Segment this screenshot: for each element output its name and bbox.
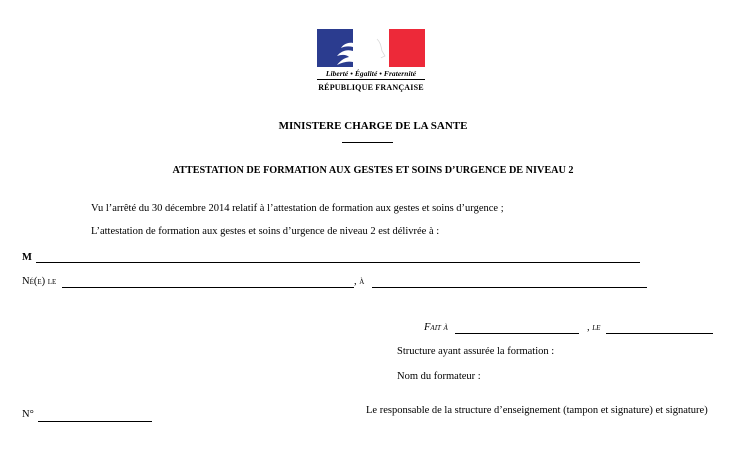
delivery-text: L’attestation de formation aux gestes et soins d’urgence de niveau 2 est délivrée à :	[91, 226, 440, 237]
republic-name: RÉPUBLIQUE FRANÇAISE	[318, 83, 424, 92]
name-field-line[interactable]	[36, 262, 640, 263]
done-on-label: , le	[587, 322, 601, 333]
ministry-name: MINISTERE CHARGE DE LA SANTE	[278, 120, 468, 132]
m-label: M	[22, 252, 32, 263]
marianne-flag-icon	[317, 29, 425, 67]
ministry-divider	[342, 142, 393, 143]
born-label: Né(e) le	[22, 276, 57, 287]
done-at-label: Fait à	[424, 322, 448, 333]
number-field-line[interactable]	[38, 421, 152, 422]
trainer-label: Nom du formateur :	[397, 371, 481, 382]
republique-francaise-logo	[316, 29, 426, 95]
done-on-field-line[interactable]	[606, 333, 713, 334]
birthplace-field-line[interactable]	[372, 287, 647, 288]
done-at-field-line[interactable]	[455, 333, 579, 334]
motto: Liberté • Égalité • Fraternité	[325, 69, 417, 78]
responsible-signature-label: Le responsable de la structure d’enseignement (tampon et signature) et signature)	[366, 405, 708, 416]
document-title: ATTESTATION DE FORMATION AUX GESTES ET SOINS D’URGENCE DE NIVEAU 2	[172, 165, 574, 176]
flag-red-band	[389, 29, 425, 67]
logo-divider	[317, 79, 425, 80]
birthdate-field-line[interactable]	[62, 287, 354, 288]
decree-text: Vu l’arrêté du 30 décembre 2014 relatif à l’attestation de formation aux gestes et soins d’urgence ;	[91, 203, 504, 214]
structure-label: Structure ayant assurée la formation :	[397, 346, 555, 357]
birthplace-label: , à	[354, 276, 365, 287]
number-label: N°	[22, 409, 34, 420]
